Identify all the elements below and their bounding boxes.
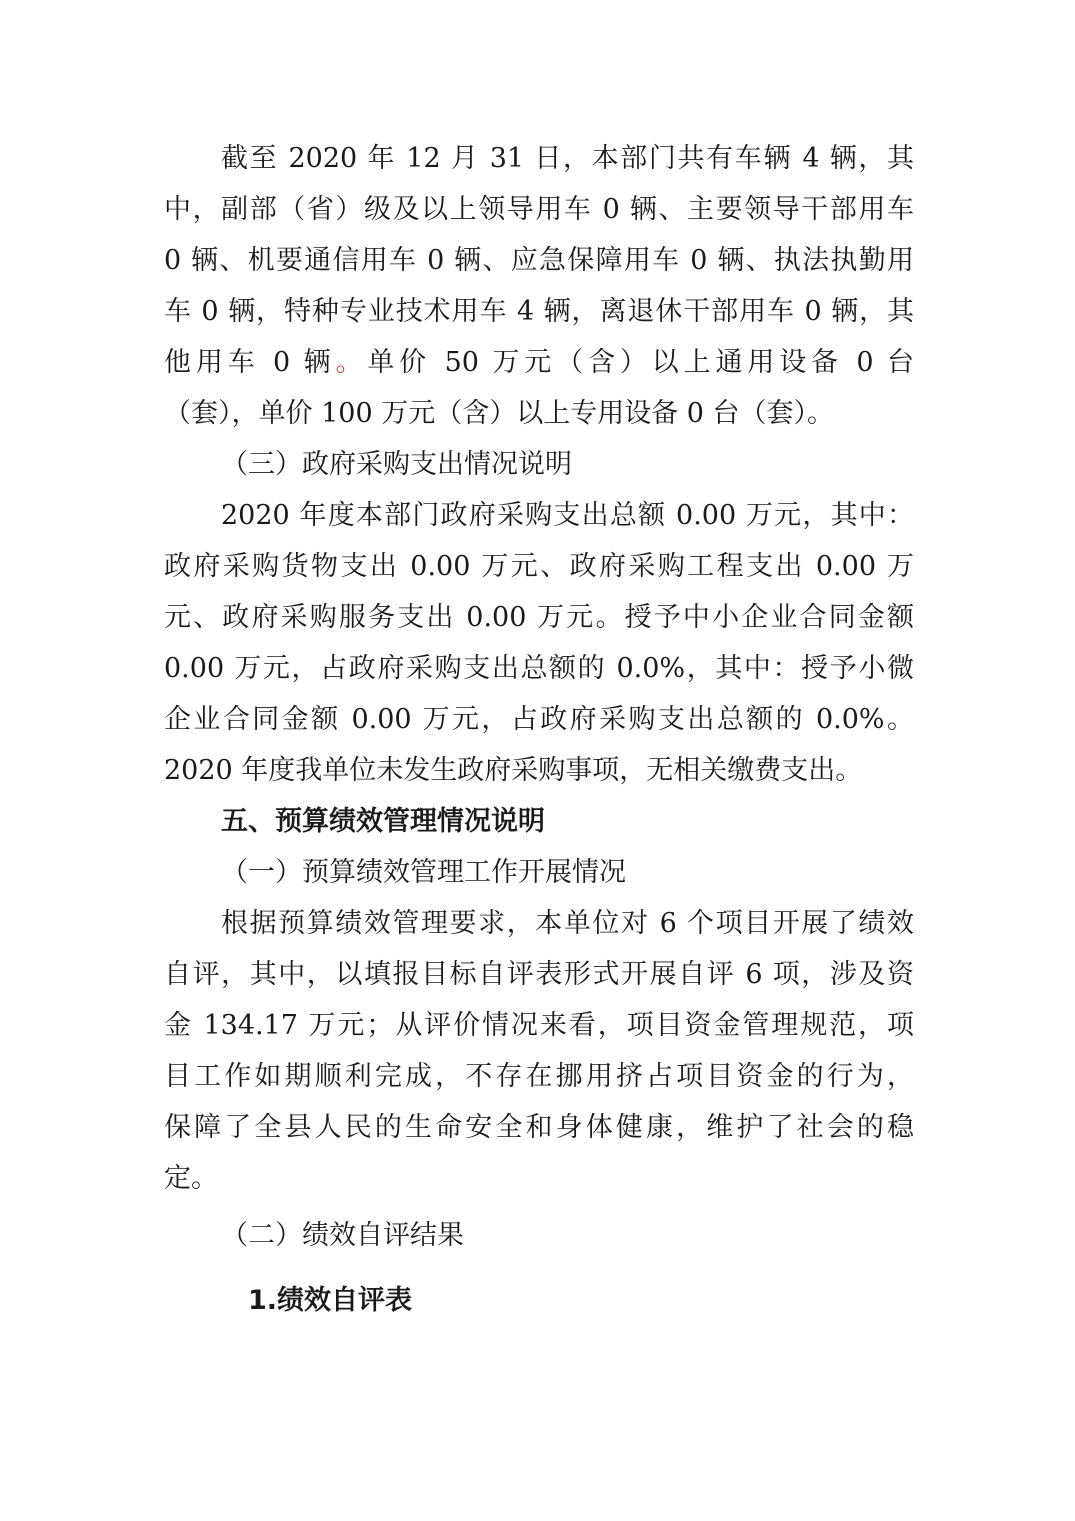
section-heading-procurement: （三）政府采购支出情况说明 [221, 449, 572, 480]
paragraph-line: 政府采购货物支出 0.00 万元、政府采购工程支出 0.00 万 [164, 551, 914, 582]
spacer [164, 1261, 914, 1275]
paragraph-line: 目工作如期顺利完成，不存在挪用挤占项目资金的行为， [164, 1061, 914, 1092]
paragraph-line: 元、政府采购服务支出 0.00 万元。授予中小企业合同金额 [164, 602, 914, 633]
paragraph-line: 0 辆、机要通信用车 0 辆、应急保障用车 0 辆、执法执勤用 [164, 245, 914, 276]
paragraph-line: 自评，其中，以填报目标自评表形式开展自评 6 项，涉及资 [164, 959, 914, 990]
paragraph-line: 中，副部（省）级及以上领导用车 0 辆、主要领导干部用车 [164, 194, 914, 225]
paragraph-line: 2020 年度我单位未发生政府采购事项，无相关缴费支出。 [164, 755, 863, 786]
table-heading: 1.绩效自评表 [248, 1285, 413, 1316]
subsection-heading-work: （一）预算绩效管理工作开展情况 [221, 857, 626, 888]
paragraph-line: 企业合同金额 0.00 万元，占政府采购支出总额的 0.0%。 [164, 704, 914, 735]
paragraph-line: （套），单价 100 万元（含）以上专用设备 0 台（套）。 [164, 398, 835, 429]
paragraph-line: 金 134.17 万元；从评价情况来看，项目资金管理规范，项 [164, 1010, 914, 1041]
paragraph-line: 定。 [164, 1163, 218, 1194]
paragraph-line: 2020 年度本部门政府采购支出总额 0.00 万元，其中： [221, 500, 914, 531]
section-heading-performance: 五、预算绩效管理情况说明 [221, 806, 545, 837]
subsection-heading-results: （二）绩效自评结果 [221, 1220, 464, 1251]
paragraph-line: 0.00 万元，占政府采购支出总额的 0.0%，其中：授予小微 [164, 653, 914, 684]
paragraph-line [164, 337, 914, 388]
text-span: 单价 50 万元（含）以上通用设备 0 台 [367, 347, 914, 378]
red-punctuation: 。 [335, 347, 368, 378]
paragraph-line: 根据预算绩效管理要求，本单位对 6 个项目开展了绩效 [221, 908, 914, 939]
text-span: 他用车 0 辆 [164, 347, 336, 378]
document-page [164, 133, 914, 1326]
paragraph-line: 车 0 辆，特种专业技术用车 4 辆，离退休干部用车 0 辆，其 [164, 296, 914, 327]
paragraph-line: 保障了全县人民的生命安全和身体健康，维护了社会的稳 [164, 1112, 914, 1143]
paragraph-line: 截至 2020 年 12 月 31 日，本部门共有车辆 4 辆，其 [221, 143, 914, 174]
